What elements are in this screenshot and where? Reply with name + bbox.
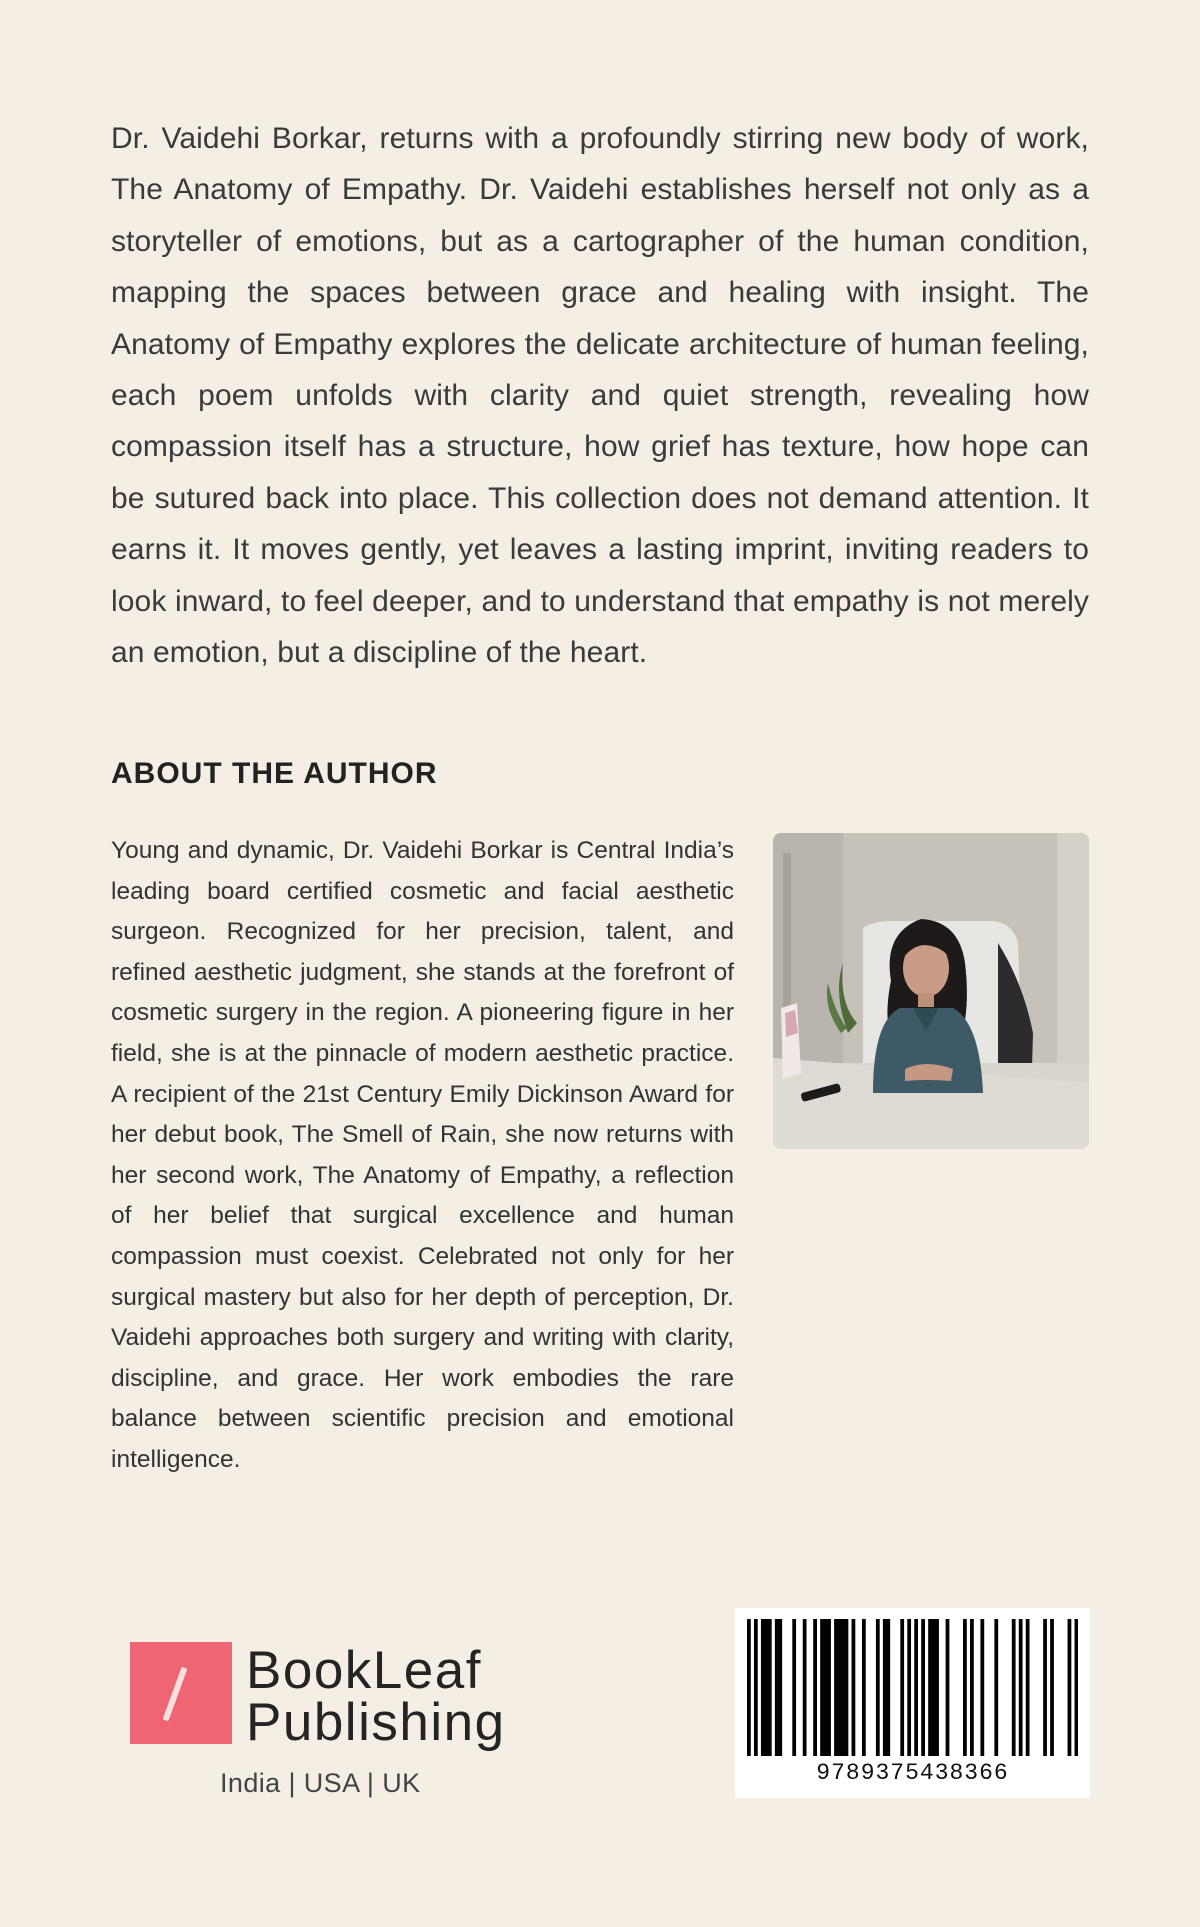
barcode-bar	[1019, 1619, 1023, 1756]
barcode-bar	[1075, 1619, 1078, 1756]
isbn-barcode	[735, 1608, 1090, 1798]
bookleaf-logo-icon	[130, 1642, 232, 1744]
barcode-bar	[764, 1619, 768, 1756]
barcode-bar	[813, 1619, 817, 1756]
barcode-bar	[824, 1619, 828, 1756]
barcode-bar	[900, 1619, 904, 1756]
barcode-bar	[841, 1619, 845, 1756]
isbn-number: 9789375438366	[816, 1760, 1009, 1786]
barcode-bar	[761, 1619, 765, 1756]
barcode-bar	[834, 1619, 838, 1756]
barcode-bar	[792, 1619, 796, 1756]
barcode-bar	[747, 1619, 751, 1756]
book-blurb: Dr. Vaidehi Borkar, returns with a profoundly stirring new body of work, The Anatomy of Empathy. Dr. Vaidehi establishes herself not only as a storyteller of emotions, but as a cartographer of the human condition, mapping the spaces between grace and healing with insight. The Anatomy of Empathy explores the delicate architecture of human feeling, each poem unfolds with clarity and quiet strength, revealing how compassion itself has a structure, how grief has texture, how hope can be sutured back into place. This collection does not demand attention. It earns it. It moves gently, yet leaves a lasting imprint, inviting readers to look inward, to feel deeper, and to understand that empathy is not merely an emotion, but a discipline of the heart.	[111, 122, 1089, 670]
publisher-name-line1: BookLeaf	[246, 1641, 482, 1700]
barcode-bar	[876, 1619, 880, 1756]
barcode-bar	[980, 1619, 984, 1756]
barcode-bar	[768, 1619, 772, 1756]
barcode-bar	[775, 1619, 779, 1756]
barcode-bar	[827, 1619, 831, 1756]
barcode-bar	[935, 1619, 939, 1756]
barcode-bar	[970, 1619, 974, 1756]
barcode-bar	[1043, 1619, 1047, 1756]
author-photo	[773, 833, 1089, 1149]
barcode-bar	[838, 1619, 842, 1756]
barcode-bar	[914, 1619, 918, 1756]
barcode-bar	[883, 1619, 887, 1756]
barcode-bar	[1068, 1619, 1072, 1756]
barcode-bar	[803, 1619, 807, 1756]
barcode-bar	[932, 1619, 936, 1756]
barcode-bar	[820, 1619, 824, 1756]
barcode-bar	[1026, 1619, 1030, 1756]
barcode-bar	[907, 1619, 911, 1756]
barcode-bar	[921, 1619, 925, 1756]
barcode-bars	[747, 1619, 1078, 1756]
barcode-bar	[1050, 1619, 1054, 1756]
barcode-bar	[845, 1619, 849, 1756]
barcode-bar	[862, 1619, 866, 1756]
barcode-bar	[1012, 1619, 1016, 1756]
barcode-bar	[928, 1619, 932, 1756]
barcode-bar	[946, 1619, 950, 1756]
barcode-bar	[886, 1619, 890, 1756]
barcode-bar	[754, 1619, 758, 1756]
barcode-bar	[994, 1619, 998, 1756]
author-bio: Young and dynamic, Dr. Vaidehi Borkar is Central India’s leading board certified cosmetic and facial aesthetic surgeon. Recognized for her precision, talent, and refined aesthetic judgment, she stands at the forefront of cosmetic surgery in the region. A pioneering figure in her field, she is at the pinnacle of modern aesthetic practice. A recipient of the 21st Century Emily Dickinson Award for her debut book, The Smell of Rain, she now returns with her second work, The Anatomy of Empathy, a reflection of her belief that surgical excellence and human compassion must coexist. Celebrated not only for her surgical mastery but also for her depth of perception, Dr. Vaidehi approaches both surgery and writing with clarity, discipline, and grace. Her work embodies the rare balance between scientific precision and emotional intelligence.	[111, 837, 734, 1473]
barcode-bar	[963, 1619, 967, 1756]
about-author-heading: ABOUT THE AUTHOR	[111, 757, 438, 790]
publisher-logo	[130, 1632, 550, 1812]
barcode-bar	[778, 1619, 782, 1756]
publisher-name-line2: Publishing	[246, 1693, 506, 1752]
publisher-regions: India | USA | UK	[220, 1768, 421, 1798]
barcode-bar	[852, 1619, 856, 1756]
